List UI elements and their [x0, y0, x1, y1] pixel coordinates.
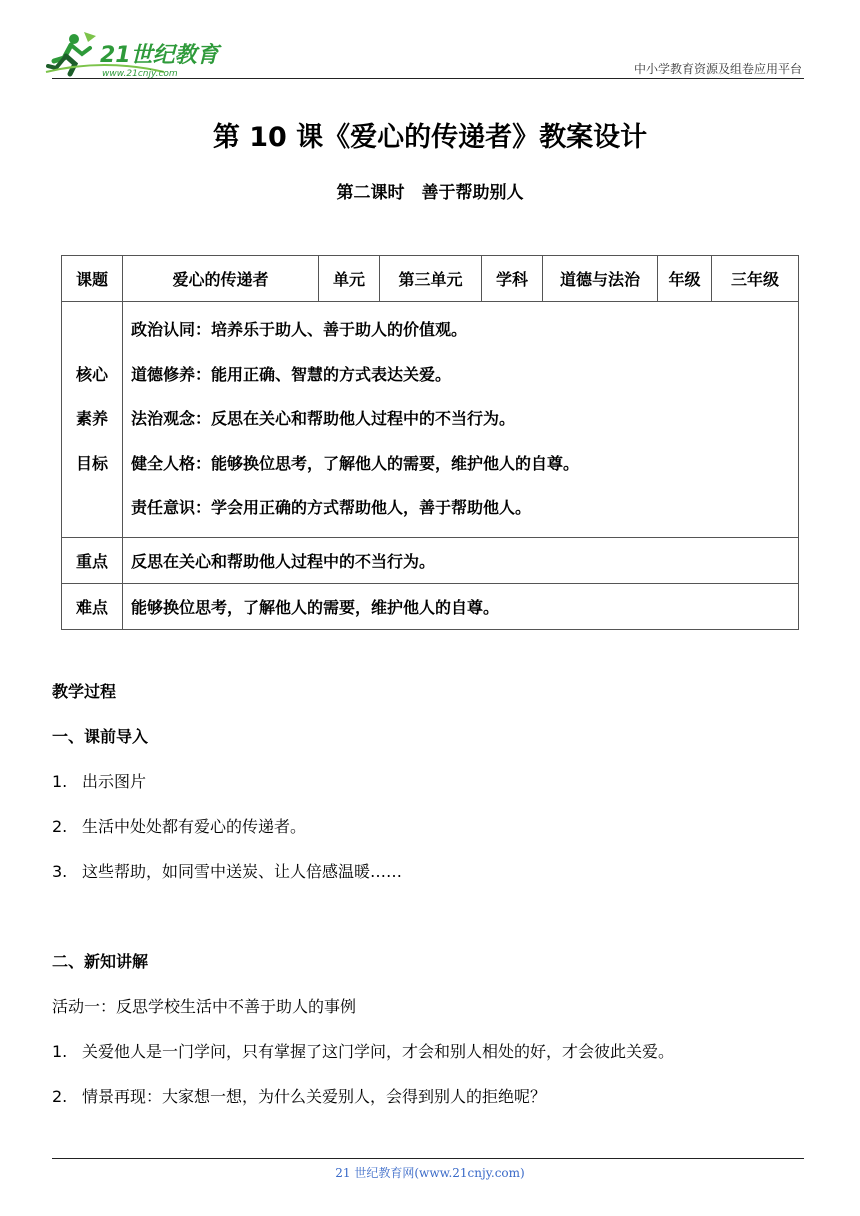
cell-subject-label: 学科 [482, 256, 543, 302]
document-title: 第 10 课《爱心的传递者》教案设计 [212, 122, 648, 153]
list-number: 1. [52, 1042, 68, 1061]
list-item [52, 859, 402, 882]
table-row [62, 537, 799, 583]
cell-topic-value: 爱心的传递者 [123, 256, 319, 302]
header-platform-text: 中小学教育资源及组卷应用平台 [633, 62, 802, 76]
goal-item: 健全人格：能够换位思考，了解他人的需要，维护他人的自尊。 [131, 453, 580, 473]
cell-subject-value: 道德与法治 [543, 256, 658, 302]
footer-link[interactable]: 21 世纪教育网(www.21cnjy.com) [335, 1166, 525, 1180]
cell-unit-value: 第三单元 [380, 256, 482, 302]
cell-key-label: 重点 [62, 537, 123, 583]
header-divider [52, 78, 804, 79]
goal-item: 法治观念：反思在关心和帮助他人过程中的不当行为。 [131, 409, 516, 428]
activity-title: 活动一：反思学校生活中不善于助人的事例 [52, 997, 357, 1016]
cell-key-text: 反思在关心和帮助他人过程中的不当行为。 [123, 537, 799, 583]
goals-label-line: 核心 [75, 364, 108, 384]
cell-unit-label: 单元 [319, 256, 380, 302]
document-subtitle: 第二课时 善于帮助别人 [336, 183, 524, 203]
list-number: 2. [52, 817, 68, 836]
list-text: 这些帮助，如同雪中送炭、让人倍感温暖…… [82, 862, 403, 881]
cell-difficulty-text: 能够换位思考，了解他人的需要，维护他人的自尊。 [123, 583, 799, 629]
list-item [52, 814, 306, 837]
goals-label-line: 素养 [75, 409, 108, 428]
list-number: 1. [52, 772, 68, 791]
section2-heading: 二、新知讲解 [52, 952, 149, 971]
goals-label-line: 目标 [75, 453, 108, 473]
goal-item: 道德修养：能用正确、智慧的方式表达关爱。 [131, 364, 452, 384]
cell-topic-label: 课题 [62, 256, 123, 302]
list-item [52, 1084, 546, 1107]
cell-grade-value: 三年级 [712, 256, 799, 302]
list-text: 出示图片 [82, 772, 147, 791]
lesson-info-table [61, 255, 799, 630]
svg-text:21世纪教育: 21世纪教育 [100, 43, 219, 68]
site-logo [44, 28, 244, 80]
table-row [62, 583, 799, 629]
footer-divider [52, 1158, 804, 1159]
process-heading: 教学过程 [52, 682, 117, 701]
list-item [52, 769, 146, 792]
list-item [52, 1039, 674, 1062]
cell-difficulty-label: 难点 [62, 583, 123, 629]
cell-goals-label [62, 302, 123, 538]
goal-item: 责任意识：学会用正确的方式帮助他人，善于帮助他人。 [131, 498, 532, 517]
table-row [62, 256, 799, 302]
list-text: 生活中处处都有爱心的传递者。 [82, 817, 307, 836]
list-text: 情景再现：大家想一想，为什么关爱别人，会得到别人的拒绝呢？ [82, 1087, 547, 1106]
list-number: 3. [52, 862, 68, 881]
list-text: 关爱他人是一门学问，只有掌握了这门学问，才会和别人相处的好，才会彼此关爱。 [82, 1042, 675, 1061]
table-row [62, 302, 799, 538]
runner-logo-icon [44, 28, 244, 80]
goal-item: 政治认同：培养乐于助人、善于助人的价值观。 [131, 320, 468, 339]
section1-heading: 一、课前导入 [52, 727, 149, 746]
list-number: 2. [52, 1087, 68, 1106]
cell-grade-label: 年级 [658, 256, 712, 302]
svg-text:www.21cnjy.com: www.21cnjy.com [102, 69, 178, 79]
cell-goals-content [123, 302, 799, 538]
